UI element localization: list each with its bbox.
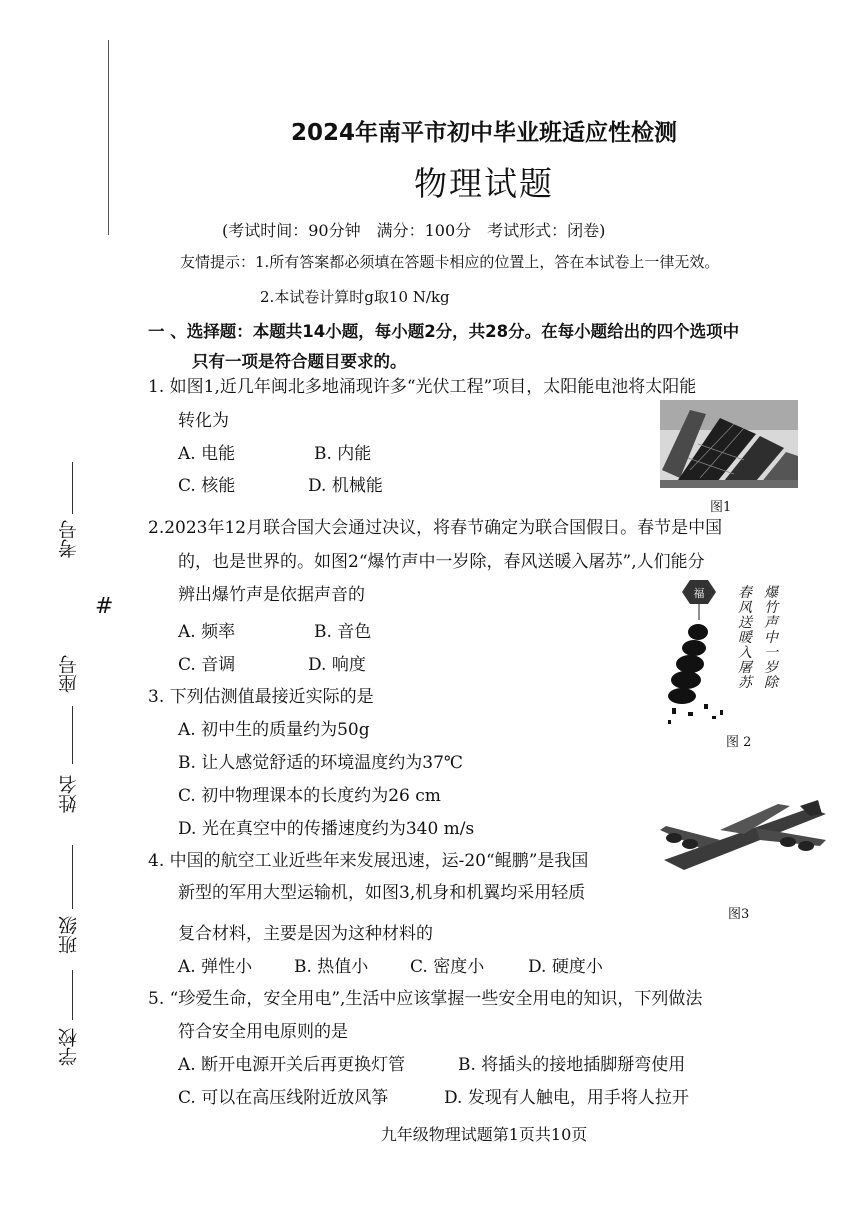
class-blank — [72, 970, 73, 1020]
question-1-option-d: D. 机械能 — [308, 476, 383, 496]
figure-1-caption: 图1 — [710, 500, 732, 515]
tip-line-2: 2.本试卷计算时g取10 N/kg — [260, 288, 450, 306]
figure-2-firecracker — [660, 576, 790, 728]
name-label: 姓名 — [58, 775, 80, 813]
question-2-line-2: 的，也是世界的。如图2“爆竹声中一岁除，春风送暖入屠苏”,人们能分 — [178, 552, 705, 572]
question-2-option-b: B. 音色 — [314, 622, 372, 642]
exam-no-label: 考号 — [58, 520, 80, 558]
question-2-option-c: C. 音调 — [178, 655, 236, 675]
question-1-line-2: 转化为 — [178, 411, 229, 431]
question-5-option-d: D. 发现有人触电，用手将人拉开 — [444, 1088, 689, 1108]
question-3-option-c: C. 初中物理课本的长度约为26 cm — [178, 786, 441, 806]
question-4-line-2: 新型的军用大型运输机，如图3,机身和机翼均采用轻质 — [178, 883, 586, 903]
figure-1-solar-panels — [660, 400, 798, 488]
subject-title: 物理试题 — [414, 164, 554, 203]
question-5-option-c: C. 可以在高压线附近放风筝 — [178, 1088, 389, 1108]
section-heading-line-1: 一 、选择题：本题共14小题，每小题2分，共28分。在每小题给出的四个选项中 — [148, 322, 740, 341]
figure-3-aircraft — [660, 800, 828, 882]
school-label: 学校 — [58, 1028, 80, 1066]
question-2-line-3: 辨出爆竹声是依据声音的 — [178, 585, 365, 605]
solar-panel-image — [660, 400, 798, 488]
figure-2-seal: 福 — [693, 587, 705, 600]
question-5-option-a: A. 断开电源开关后再更换灯管 — [178, 1055, 406, 1075]
question-4-option-a: A. 弹性小 — [178, 957, 253, 977]
question-3-option-b: B. 让人感觉舒适的环境温度约为37℃ — [178, 753, 463, 773]
class-label: 班级 — [58, 916, 80, 954]
question-3-option-d: D. 光在真空中的传播速度约为340 m/s — [178, 819, 475, 839]
name-blank — [72, 845, 73, 909]
figure-2-poem-right: 爆竹声中一岁除 — [764, 585, 778, 691]
question-4-option-c: C. 密度小 — [410, 957, 485, 977]
question-1-option-b: B. 内能 — [314, 444, 372, 464]
question-4-line-3: 复合材料，主要是因为这种材料的 — [178, 924, 433, 944]
tip-line-1: 友情提示：1.所有答案都必须填在答题卡相应的位置上，答在本试卷上一律无效。 — [180, 253, 720, 271]
question-5-option-b: B. 将插头的接地插脚掰弯使用 — [458, 1055, 686, 1075]
figure-3-caption: 图3 — [728, 907, 750, 922]
question-2-option-a: A. 频率 — [178, 622, 236, 642]
question-5-line-2: 符合安全用电原则的是 — [178, 1022, 348, 1042]
question-4-option-b: B. 热值小 — [294, 957, 369, 977]
exam-info: (考试时间：90分钟 满分：100分 考试形式：闭卷) — [222, 221, 606, 240]
question-5-line-1: 5. “珍爱生命，安全用电”,生活中应该掌握一些安全用电的知识，下列做法 — [148, 989, 703, 1009]
question-3-line-1: 3. 下列估测值最接近实际的是 — [148, 687, 374, 707]
exam-no-blank — [72, 462, 73, 514]
figure-2-poem-left: 春风送暖入屠苏 — [738, 585, 752, 691]
section-heading — [148, 317, 739, 377]
hash-mark: # — [95, 594, 114, 619]
question-4-option-d: D. 硬度小 — [528, 957, 603, 977]
page-footer: 九年级物理试题第1页共10页 — [380, 1125, 588, 1144]
question-2-option-d: D. 响度 — [308, 655, 366, 675]
figure-2-caption: 图 2 — [726, 735, 752, 750]
question-1-option-c: C. 核能 — [178, 476, 236, 496]
question-1-line-1: 1. 如图1,近几年闽北多地涌现许多“光伏工程”项目，太阳能电池将太阳能 — [148, 377, 697, 397]
section-heading-line-2: 只有一项是符合题目要求的。 — [192, 352, 407, 371]
exam-title: 2024年南平市初中毕业班适应性检测 — [290, 120, 677, 146]
seat-no-label: 座号 — [58, 655, 80, 693]
seat-no-blank — [72, 706, 73, 764]
question-2-line-1: 2.2023年12月联合国大会通过决议，将春节确定为联合国假日。春节是中国 — [148, 518, 723, 538]
aircraft-image — [660, 800, 828, 882]
question-1-option-a: A. 电能 — [178, 444, 236, 464]
question-4-line-1: 4. 中国的航空工业近些年来发展迅速，运-20“鲲鹏”是我国 — [148, 851, 589, 871]
question-3-option-a: A. 初中生的质量约为50g — [178, 720, 370, 740]
